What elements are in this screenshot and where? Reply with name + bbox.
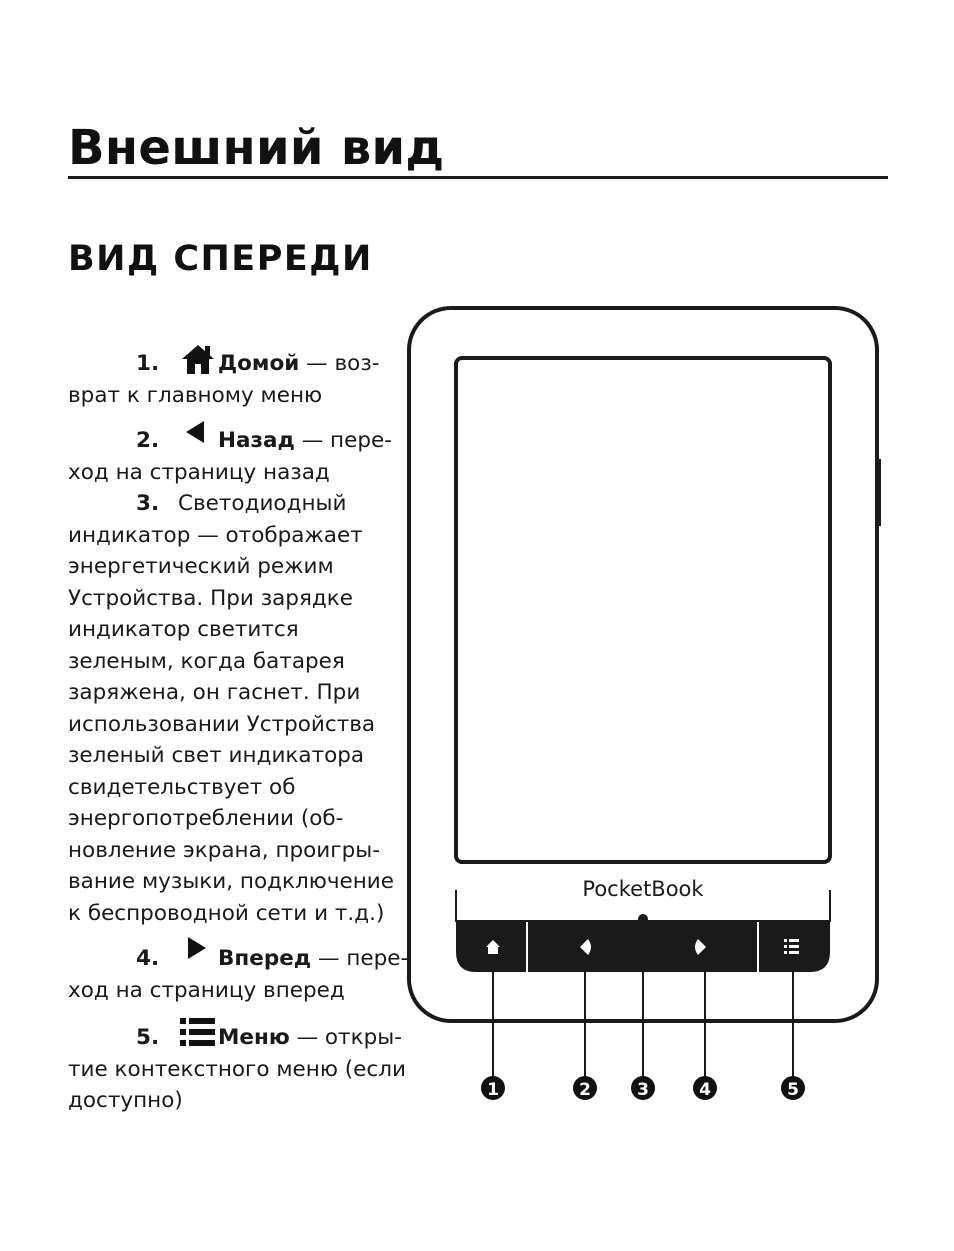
section-heading: ВИД СПЕРЕДИ xyxy=(68,239,373,279)
item-desc: индикатор — отображает энергетический режим Устройства. При зарядке индикатор светится зеленым, когда батарея заряжена, он гаснет. При использовании Устройства зеленый свет индикатора свидетельствует об энергопотреблении (об-новление экрана, проигры-вание музыки, подключение к беспроводной сети и т.д.) xyxy=(68,522,395,926)
item-number: 2. xyxy=(136,428,160,453)
item-number: 5. xyxy=(136,1025,160,1050)
menu-list-icon xyxy=(178,1016,218,1050)
item-lead: Светодиодный xyxy=(178,491,347,516)
device-menu-button-icon xyxy=(784,939,799,954)
list-item-led xyxy=(68,488,410,929)
item-number: 1. xyxy=(136,351,160,376)
item-desc: тие контекстного меню (если доступно) xyxy=(68,1056,406,1113)
list-item-menu xyxy=(68,1016,410,1117)
list-item-forward xyxy=(68,937,410,1006)
item-desc: ход на страницу назад xyxy=(68,459,330,485)
item-term: Назад xyxy=(218,428,295,453)
item-number: 3. xyxy=(136,491,160,516)
item-term: Вперед xyxy=(218,946,312,971)
item-desc-start: — воз- xyxy=(299,351,380,376)
item-desc-start: — пере- xyxy=(311,946,409,971)
back-arrow-icon xyxy=(178,419,218,453)
item-desc: врат к главному меню xyxy=(68,382,323,408)
callout-label-2: 2 xyxy=(579,1080,591,1100)
item-desc-start: — пере- xyxy=(294,428,392,453)
device-illustration xyxy=(400,300,890,1114)
callout-label-3: 3 xyxy=(637,1080,649,1100)
home-icon xyxy=(178,342,218,376)
button-description-list xyxy=(68,342,410,1117)
callout-label-5: 5 xyxy=(787,1080,799,1100)
device-brand-label: PocketBook xyxy=(582,877,704,901)
list-item-back xyxy=(68,419,410,488)
page-title: Внешний вид xyxy=(68,120,445,176)
item-desc-start: — откры- xyxy=(289,1025,402,1050)
item-number: 4. xyxy=(136,946,160,971)
led-indicator xyxy=(638,914,648,924)
item-term: Меню xyxy=(218,1025,290,1050)
callout-label-4: 4 xyxy=(699,1080,711,1100)
callout-markers xyxy=(481,1076,805,1100)
list-item-home xyxy=(68,342,410,411)
device-drawing xyxy=(400,300,890,1110)
device-screen xyxy=(456,358,830,862)
forward-arrow-icon xyxy=(178,937,218,971)
item-desc: ход на страницу вперед xyxy=(68,977,345,1003)
title-rule xyxy=(68,176,888,179)
item-term: Домой xyxy=(218,351,300,376)
callout-label-1: 1 xyxy=(487,1080,499,1100)
